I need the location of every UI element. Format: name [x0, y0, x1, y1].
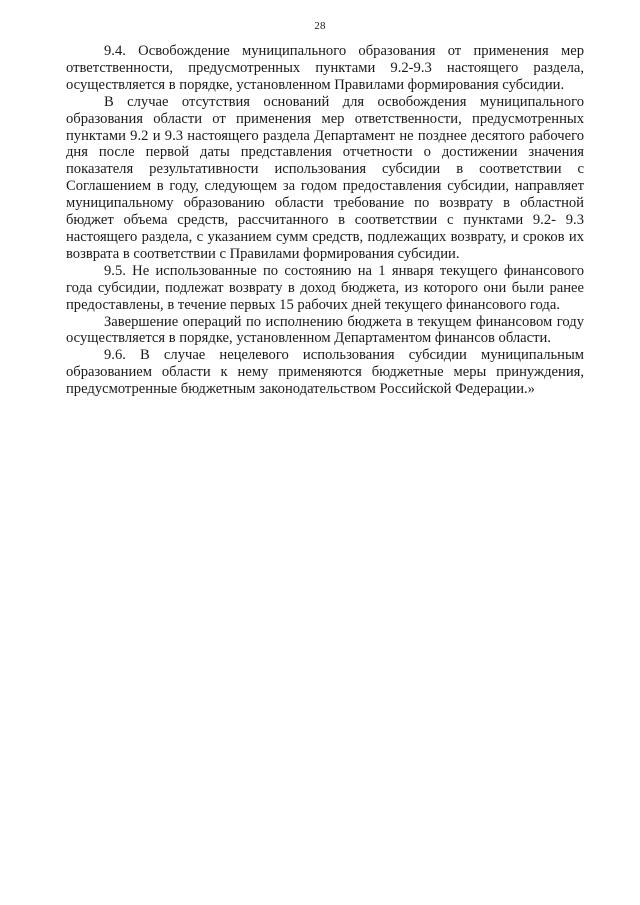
paragraph-refund-requirement: В случае отсутствия оснований для освобождения муниципального образования области от применения мер ответственности, предусмотренных пунктами 9.2 и 9.3 настоящего раздела Департамент не позднее десятого рабочего дня после первой даты представления отчетности о достижении значения показателя результативности использования субсидии в соответствии с Соглашением в году, следующем за годом предоставления субсидии, направляет муниципальному образованию области требование по возврату в областной бюджет объема средств, рассчитанного в соответствии с пунктами 9.2- 9.3 настоящего раздела, с указанием сумм средств, подлежащих возврату, и сроков их возврата в соответствии с Правилами формирования субсидии. — [66, 93, 584, 262]
paragraph-budget-completion: Завершение операций по исполнению бюджета в текущем финансовом году осуществляется в порядке, установленном Департаментом финансов области. — [66, 313, 584, 347]
paragraph-9-6: 9.6. В случае нецелевого использования субсидии муниципальным образованием области к нему применяются бюджетные меры принуждения, предусмотренные бюджетным законодательством Российской Федерации.» — [66, 347, 584, 398]
page-number: 28 — [314, 20, 326, 32]
document-body — [66, 43, 584, 398]
paragraph-9-4: 9.4. Освобождение муниципального образования от применения мер ответственности, предусмотренных пунктами 9.2-9.3 настоящего раздела, осуществляется в порядке, установленном Правилами формирования субсидии. — [66, 43, 584, 93]
paragraph-9-5: 9.5. Не использованные по состоянию на 1 января текущего финансового года субсидии, подлежат возврату в доход бюджета, из которого они были ранее предоставлены, в течение первых 15 рабочих дней текущего финансового года. — [66, 262, 584, 313]
